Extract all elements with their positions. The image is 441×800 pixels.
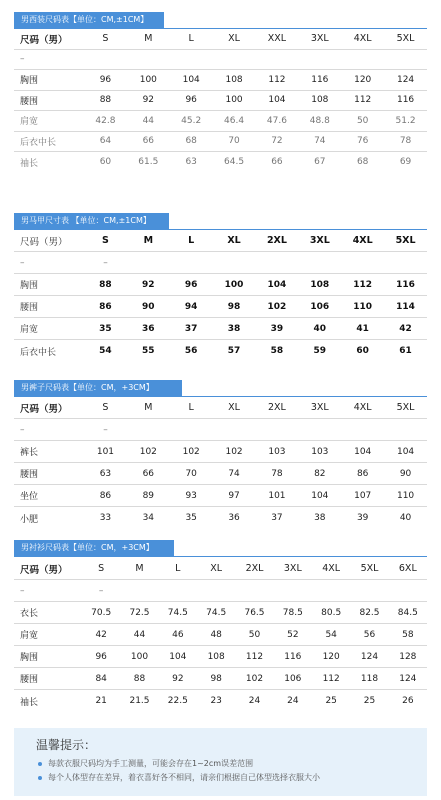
- table-cell: 45.2: [181, 115, 202, 126]
- table-row: [14, 463, 427, 485]
- table-cell: [197, 580, 235, 601]
- table-cell: [256, 419, 299, 440]
- table-cell: 74.5: [206, 607, 227, 618]
- table-cell: 100: [224, 279, 244, 290]
- table-cell: L: [188, 235, 195, 246]
- row-label: 胸围: [20, 281, 39, 291]
- table-cell: 60: [356, 346, 369, 356]
- table-cell: 90: [142, 301, 155, 312]
- table-cell: 104: [268, 95, 286, 106]
- table-cell: 92: [142, 279, 155, 290]
- row-label: 后衣中长: [20, 137, 57, 148]
- table-cell: 5XL: [396, 402, 415, 413]
- table-cell: 48: [210, 629, 222, 640]
- row-label: 腰围: [20, 675, 39, 685]
- table-cell: 50: [248, 629, 261, 640]
- table-cell: 40: [313, 323, 327, 334]
- table-cell: 60: [99, 157, 112, 168]
- table-cell: [256, 252, 299, 273]
- table-cell: 58: [270, 346, 284, 356]
- table-cell: 76.5: [244, 607, 265, 618]
- table-cell: –: [103, 424, 108, 435]
- table-cell: M: [135, 563, 144, 574]
- table-cell: XL: [228, 33, 240, 45]
- table-cell: 5XL: [360, 563, 379, 574]
- table-cell: 108: [311, 95, 329, 106]
- table-cell: 61.5: [138, 157, 159, 168]
- table-cell: 59: [313, 346, 327, 356]
- table-cell: 92: [142, 95, 155, 106]
- table-cell: 88: [133, 673, 146, 684]
- table-cell: 3XL: [310, 402, 329, 413]
- table-row: [14, 70, 427, 91]
- table-cell: 128: [399, 651, 417, 662]
- table-cell: –: [103, 257, 108, 268]
- table-row: [14, 580, 427, 602]
- table-cell: 57: [227, 346, 241, 356]
- table-cell: 72.5: [129, 607, 150, 618]
- table-cell: 104: [311, 490, 329, 501]
- table-cell: 108: [310, 279, 330, 290]
- table-cell: 68: [356, 157, 369, 168]
- table-cell: 82.5: [359, 607, 380, 618]
- table-cell: [298, 419, 341, 440]
- table-cell: 50: [356, 115, 369, 126]
- table-cell: 46.4: [224, 115, 245, 126]
- table-cell: 116: [396, 279, 415, 290]
- table-cell: [213, 50, 256, 70]
- shirt-table: [14, 558, 427, 712]
- table-cell: 82: [314, 468, 326, 479]
- table-cell: 96: [95, 651, 107, 662]
- row-label: 尺码（男）: [20, 564, 68, 576]
- table-cell: 108: [207, 651, 225, 662]
- table-cell: 3XL: [283, 563, 302, 574]
- table-cell: 74: [314, 136, 326, 147]
- table-cell: 104: [169, 651, 187, 662]
- tips-text: 每个人体型存在差异，着衣喜好各不相同，请亲们根据自己体型选择衣服大小: [48, 773, 320, 782]
- table-cell: S: [102, 402, 109, 413]
- table-cell: 21.5: [129, 696, 150, 706]
- table-cell: 6XL: [398, 563, 417, 574]
- table-row: [14, 252, 427, 274]
- table-cell: 103: [311, 446, 329, 457]
- table-cell: [350, 580, 388, 601]
- table-cell: [213, 419, 256, 440]
- table-cell: 37: [271, 513, 283, 523]
- table-cell: 33: [99, 513, 112, 523]
- table-cell: 34: [142, 513, 155, 523]
- table-cell: 114: [396, 301, 415, 312]
- table-cell: 44: [133, 629, 146, 640]
- bullet-icon: [38, 776, 42, 780]
- table-row: [14, 624, 427, 646]
- table-cell: 102: [225, 446, 243, 457]
- table-cell: [127, 252, 170, 273]
- table-header-row: [14, 558, 427, 580]
- tips-line: [38, 758, 253, 769]
- table-row: [14, 132, 427, 153]
- table-cell: 104: [396, 446, 415, 457]
- table-cell: 102: [267, 301, 287, 312]
- table-cell: 39: [270, 323, 284, 334]
- row-label: 尺码（男）: [20, 236, 68, 248]
- vest-table: [14, 230, 427, 362]
- table-cell: 120: [322, 651, 340, 662]
- row-label: 肩宽: [20, 117, 39, 128]
- row-label: 小肥: [20, 514, 39, 525]
- table-cell: [213, 252, 256, 273]
- table-cell: 36: [228, 513, 240, 523]
- table-cell: 100: [130, 651, 149, 662]
- table-cell: [312, 580, 350, 601]
- table-cell: 84.5: [397, 607, 418, 618]
- table-cell: 97: [228, 490, 240, 501]
- table-cell: [235, 580, 273, 601]
- row-label: 衣长: [20, 609, 39, 619]
- table-cell: 2XL: [266, 235, 287, 246]
- table-cell: [384, 50, 427, 70]
- table-cell: 68: [185, 136, 197, 147]
- table-cell: 70: [228, 136, 240, 147]
- table-cell: 74: [228, 468, 240, 479]
- table-cell: 21: [95, 696, 107, 706]
- table-cell: 84: [95, 673, 107, 684]
- row-label: 后衣中长: [20, 347, 57, 358]
- table-cell: 58: [402, 629, 414, 640]
- row-label: 尺码（男）: [20, 403, 68, 415]
- table-cell: 101: [268, 490, 286, 501]
- table-cell: 90: [399, 468, 412, 479]
- row-label: 裤长: [20, 448, 39, 458]
- table-cell: 93: [185, 490, 197, 501]
- table-cell: L: [188, 402, 194, 413]
- table-cell: 96: [184, 279, 198, 290]
- table-cell: S: [102, 33, 109, 45]
- row-label: –: [20, 257, 25, 268]
- table-cell: L: [175, 563, 181, 574]
- table-cell: [389, 580, 427, 601]
- table-cell: 66: [142, 468, 155, 479]
- row-label: 腰围: [20, 96, 39, 107]
- table-cell: 102: [139, 446, 157, 457]
- table-cell: 116: [311, 74, 329, 85]
- table-title: 男衬衫尺码表【单位：CM，+3CM】: [14, 540, 174, 556]
- table-cell: 37: [184, 323, 198, 334]
- table-cell: [341, 252, 384, 273]
- table-cell: 63: [99, 468, 112, 479]
- tips-text: 每款衣服尺码均为手工测量，可能会存在1~2cm误差范围: [48, 759, 254, 768]
- table-cell: 52: [287, 629, 299, 640]
- table-cell: 112: [268, 74, 286, 85]
- table-cell: 108: [225, 74, 243, 85]
- table-cell: 72: [271, 136, 283, 147]
- table-row: [14, 152, 427, 173]
- table-row: [14, 507, 427, 529]
- table-cell: 55: [142, 346, 155, 356]
- table-cell: [298, 50, 341, 70]
- table-cell: 102: [245, 673, 264, 684]
- table-cell: 96: [185, 95, 197, 106]
- suit-table: [14, 29, 427, 173]
- table-row: [14, 91, 427, 112]
- table-cell: 54: [325, 629, 337, 640]
- table-cell: 38: [227, 323, 241, 334]
- table-cell: 35: [99, 323, 112, 334]
- table-cell: 106: [310, 301, 330, 312]
- table-cell: 44: [142, 115, 155, 126]
- table-cell: 26: [402, 696, 414, 706]
- table-cell: 24: [287, 696, 299, 706]
- table-cell: 4XL: [353, 33, 372, 45]
- table-cell: L: [188, 33, 194, 45]
- title-underline: [14, 556, 427, 557]
- row-label: –: [20, 585, 25, 596]
- table-cell: 78.5: [282, 607, 303, 618]
- table-cell: 104: [182, 74, 200, 85]
- table-cell: 61: [399, 346, 412, 356]
- table-cell: 96: [99, 74, 112, 85]
- table-title: 男马甲尺寸表 【单位：CM,±1CM】: [14, 213, 169, 229]
- table-cell: M: [143, 235, 154, 246]
- table-cell: 54: [99, 346, 112, 356]
- table-cell: 66: [142, 136, 155, 147]
- table-cell: 106: [284, 673, 302, 684]
- table-cell: 42.8: [95, 115, 116, 126]
- table-cell: 2XL: [245, 563, 264, 574]
- table-cell: 112: [245, 651, 264, 662]
- table-cell: 48.8: [309, 115, 330, 126]
- table-cell: 51.2: [395, 115, 416, 126]
- table-cell: M: [144, 33, 153, 45]
- table-cell: 112: [353, 279, 373, 290]
- table-cell: [341, 50, 384, 70]
- table-cell: 4XL: [352, 235, 373, 246]
- table-title: 男裤子尺码表【单位：CM，+3CM】: [14, 380, 182, 396]
- table-cell: 39: [356, 513, 369, 523]
- table-row: [14, 602, 427, 624]
- table-cell: M: [144, 402, 153, 413]
- table-row: [14, 318, 427, 340]
- table-cell: [127, 50, 170, 70]
- table-cell: 124: [396, 74, 415, 85]
- table-cell: 110: [353, 301, 373, 312]
- row-label: 肩宽: [20, 631, 39, 641]
- table-cell: 66: [271, 157, 283, 168]
- table-header-row: [14, 230, 427, 252]
- table-cell: [274, 580, 312, 601]
- row-label: 尺码（男）: [20, 34, 68, 46]
- table-cell: 103: [268, 446, 286, 457]
- table-cell: 88: [99, 95, 112, 106]
- table-cell: 116: [284, 651, 302, 662]
- row-label: 胸围: [20, 653, 39, 663]
- table-cell: 5XL: [396, 33, 415, 45]
- table-cell: 124: [360, 651, 379, 662]
- table-cell: XL: [210, 563, 223, 574]
- table-row: [14, 419, 427, 441]
- table-cell: 78: [399, 136, 412, 147]
- table-cell: 2XL: [268, 402, 286, 413]
- table-cell: 64.5: [224, 157, 245, 168]
- table-cell: 78: [271, 468, 283, 479]
- table-cell: [256, 50, 299, 70]
- table-cell: [170, 419, 213, 440]
- row-label: 袖长: [20, 158, 39, 169]
- table-cell: 104: [267, 279, 287, 290]
- table-cell: XXL: [267, 33, 287, 45]
- table-cell: 35: [185, 513, 197, 523]
- table-row: [14, 485, 427, 507]
- table-cell: 47.6: [266, 115, 287, 126]
- table-cell: 86: [356, 468, 369, 479]
- table-title: 男西装尺码表【单位：CM,±1CM】: [14, 12, 164, 28]
- table-cell: 4XL: [353, 402, 372, 413]
- table-cell: 3XL: [310, 33, 329, 45]
- row-label: –: [20, 424, 25, 435]
- table-row: [14, 646, 427, 668]
- bullet-icon: [38, 762, 42, 766]
- table-cell: [120, 580, 158, 601]
- table-cell: 98: [227, 301, 241, 312]
- table-cell: 36: [142, 323, 155, 334]
- table-cell: 25: [325, 696, 337, 706]
- pants-table: [14, 397, 427, 529]
- table-cell: 80.5: [321, 607, 342, 618]
- table-row: [14, 668, 427, 690]
- table-cell: 110: [396, 490, 415, 501]
- table-cell: 64: [99, 136, 112, 147]
- row-label: 坐位: [20, 492, 39, 502]
- tips-box: [14, 728, 427, 796]
- table-cell: 98: [210, 673, 222, 684]
- table-header-row: [14, 29, 427, 50]
- row-label: 肩宽: [20, 325, 39, 335]
- table-header-row: [14, 397, 427, 419]
- table-cell: 3XL: [309, 235, 330, 246]
- table-cell: 86: [99, 490, 112, 501]
- tips-line: [38, 772, 320, 783]
- table-cell: 67: [314, 157, 326, 168]
- table-cell: [384, 252, 427, 273]
- table-cell: 120: [354, 74, 372, 85]
- table-cell: 118: [360, 673, 379, 684]
- table-cell: [298, 252, 341, 273]
- table-cell: 107: [354, 490, 372, 501]
- table-cell: 23: [210, 696, 222, 706]
- table-row: [14, 340, 427, 362]
- row-label: 胸围: [20, 76, 39, 87]
- table-cell: [170, 50, 213, 70]
- table-cell: [159, 580, 197, 601]
- table-cell: 104: [354, 446, 372, 457]
- table-cell: 63: [185, 157, 197, 168]
- table-row: [14, 690, 427, 712]
- table-cell: 100: [225, 95, 243, 106]
- table-cell: 46: [172, 629, 184, 640]
- row-label: 腰围: [20, 303, 39, 313]
- table-row: [14, 111, 427, 132]
- table-cell: 92: [172, 673, 184, 684]
- table-cell: [84, 50, 127, 70]
- table-cell: 56: [184, 346, 198, 356]
- table-cell: 124: [399, 673, 417, 684]
- table-cell: 94: [184, 301, 198, 312]
- table-cell: [384, 419, 427, 440]
- table-cell: 24: [248, 696, 261, 706]
- table-cell: 4XL: [322, 563, 341, 574]
- table-cell: [127, 419, 170, 440]
- table-cell: 70: [185, 468, 197, 479]
- table-cell: 69: [399, 157, 412, 168]
- table-cell: 42: [399, 323, 412, 334]
- table-cell: 112: [354, 95, 372, 106]
- row-label: 袖长: [20, 697, 39, 708]
- table-cell: –: [98, 585, 104, 596]
- table-cell: 89: [142, 490, 155, 501]
- table-cell: 56: [363, 629, 376, 640]
- table-cell: [170, 252, 213, 273]
- table-cell: 101: [96, 446, 115, 457]
- table-cell: 100: [139, 74, 157, 85]
- row-label: –: [20, 54, 25, 65]
- table-cell: XL: [228, 402, 240, 413]
- table-cell: 112: [322, 673, 340, 684]
- table-cell: 70.5: [91, 607, 112, 618]
- table-cell: 74.5: [167, 607, 188, 618]
- tips-title: 温馨提示：: [36, 738, 97, 752]
- table-cell: 116: [396, 95, 415, 106]
- table-cell: 25: [363, 696, 376, 706]
- table-row: [14, 274, 427, 296]
- table-row: [14, 441, 427, 463]
- table-cell: 40: [399, 513, 412, 523]
- table-cell: 38: [314, 513, 326, 523]
- table-cell: 88: [99, 279, 112, 290]
- table-row: [14, 296, 427, 318]
- table-cell: 86: [99, 301, 112, 312]
- table-cell: S: [102, 235, 109, 246]
- table-cell: 22.5: [167, 696, 188, 706]
- row-label: 腰围: [20, 470, 39, 480]
- table-cell: S: [98, 563, 105, 574]
- table-cell: XL: [227, 235, 241, 246]
- table-cell: 76: [356, 136, 369, 147]
- table-cell: 102: [182, 446, 200, 457]
- table-cell: 42: [95, 629, 107, 640]
- table-cell: 41: [356, 323, 369, 334]
- table-cell: [341, 419, 384, 440]
- table-row: [14, 50, 427, 71]
- table-cell: 5XL: [395, 235, 416, 246]
